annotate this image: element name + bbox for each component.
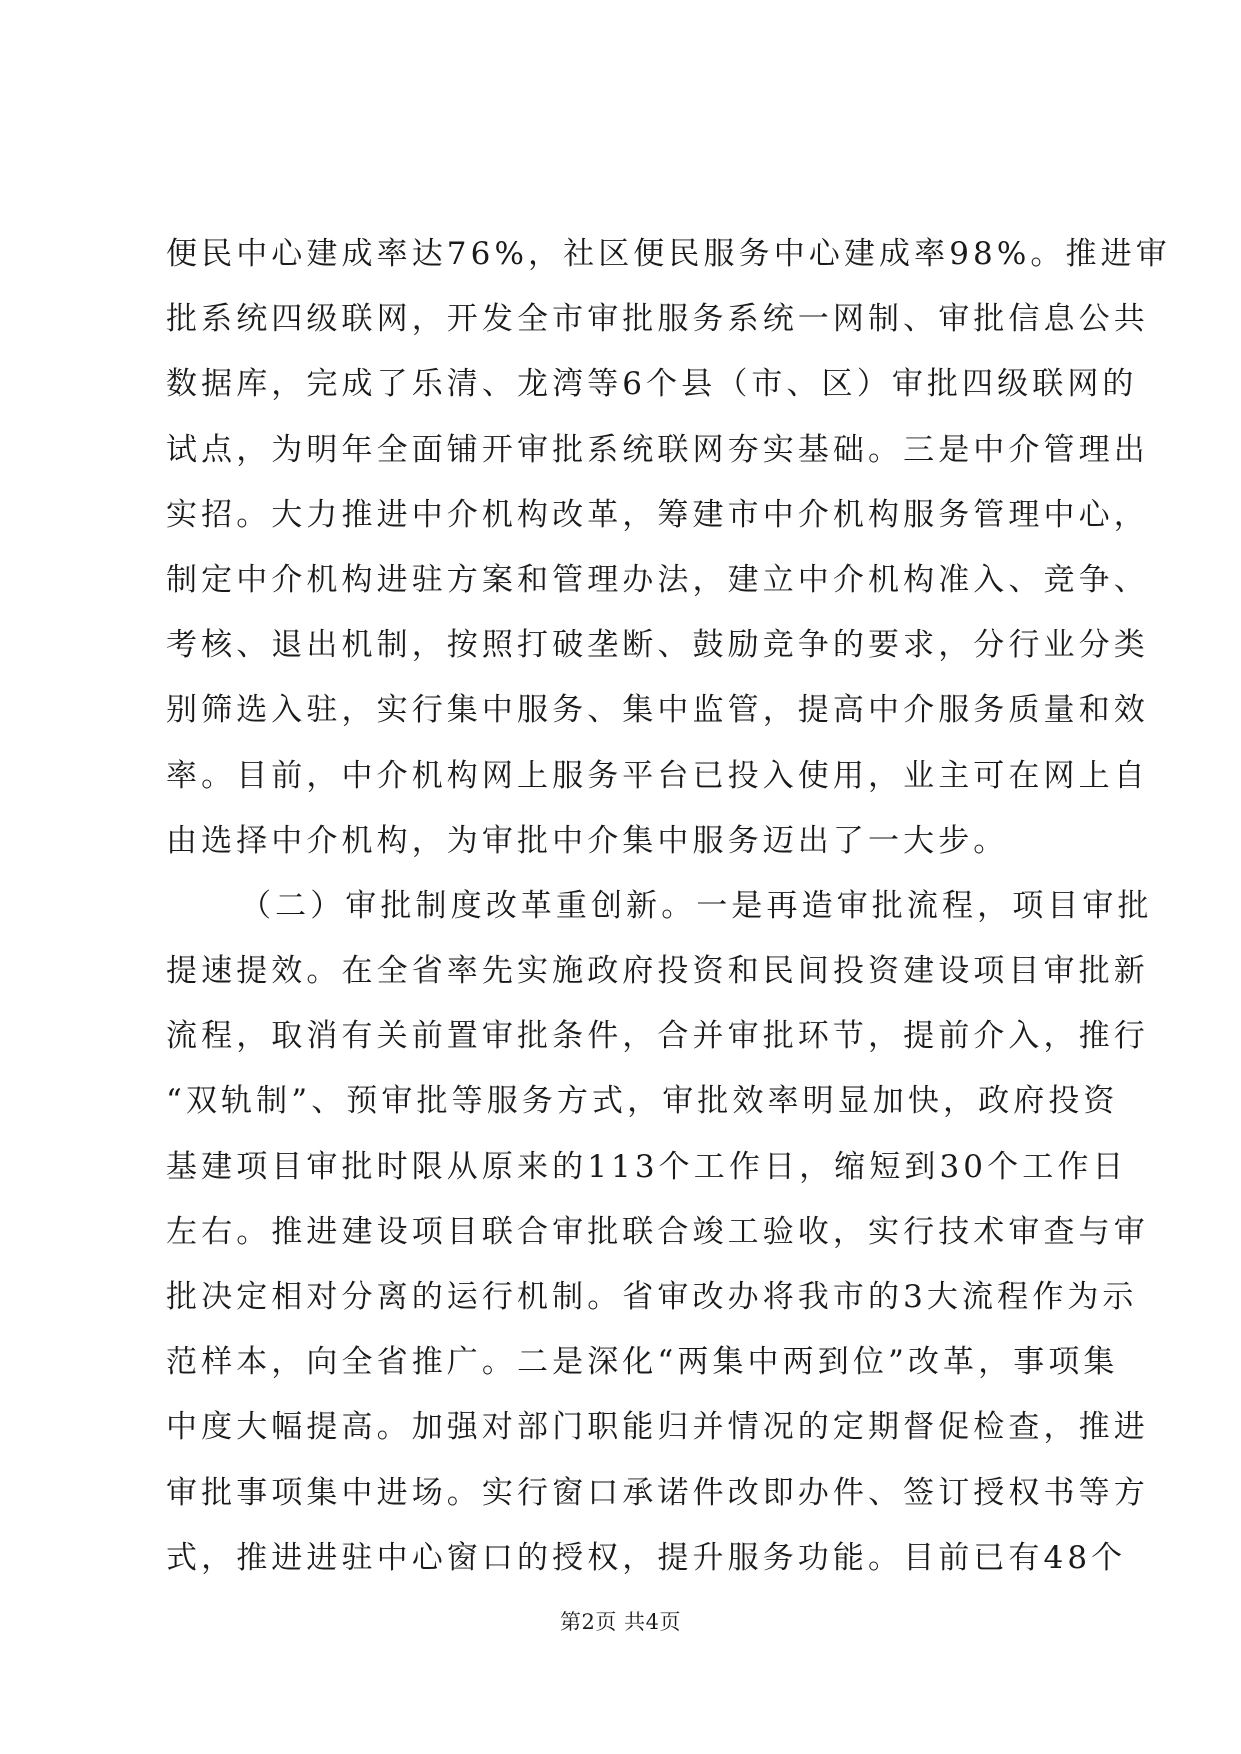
text-line: 试点，为明年全面铺开审批系统联网夯实基础。三是中介管理出 [166, 431, 1149, 468]
text-line: “双轨制”、预审批等服务方式，审批效率明显加快，政府投资 [166, 1083, 1119, 1120]
text-line: 批系统四级联网，开发全市审批服务系统一网制、审批信息公共 [166, 301, 1149, 338]
text-line: 由选择中介机构，为审批中介集中服务迈出了一大步。 [166, 822, 1009, 859]
text-line: 审批事项集中进场。实行窗口承诺件改即办件、签订授权书等方 [166, 1474, 1149, 1511]
text-line: 式，推进进驻中心窗口的授权，提升服务功能。目前已有48个 [166, 1539, 1127, 1576]
text-line: 率。目前，中介机构网上服务平台已投入使用，业主可在网上自 [166, 757, 1149, 794]
text-line: 便民中心建成率达76%，社区便民服务中心建成率98%。推进审 [166, 236, 1171, 272]
section-heading-line: （二）审批制度改革重创新。一是再造审批流程，项目审批 [240, 887, 1153, 924]
text-line: 实招。大力推进中介机构改革，筹建市中介机构服务管理中心， [166, 496, 1149, 533]
text-line: 制定中介机构进驻方案和管理办法，建立中介机构准入、竞争、 [166, 561, 1149, 598]
text-line: 数据库，完成了乐清、龙湾等6个县（市、区）审批四级联网的 [166, 366, 1138, 403]
text-line: 基建项目审批时限从原来的113个工作日，缩短到30个工作日 [166, 1148, 1128, 1185]
text-line: 左右。推进建设项目联合审批联合竣工验收，实行技术审查与审 [166, 1213, 1149, 1250]
text-line: 批决定相对分离的运行机制。省审改办将我市的3大流程作为示 [166, 1279, 1138, 1315]
text-line: 中度大幅提高。加强对部门职能归并情况的定期督促检查，推进 [166, 1409, 1149, 1446]
document-body [166, 222, 1171, 1591]
text-line: 考核、退出机制，按照打破垄断、鼓励竞争的要求，分行业分类 [166, 627, 1149, 664]
page-number-footer: 第2页 共4页 [560, 1610, 681, 1634]
text-line: 提速提效。在全省率先实施政府投资和民间投资建设项目审批新 [166, 953, 1149, 990]
text-line: 流程，取消有关前置审批条件，合并审批环节，提前介入，推行 [166, 1018, 1149, 1055]
text-line: 范样本，向全省推广。二是深化“两集中两到位”改革，事项集 [166, 1344, 1119, 1381]
text-line: 别筛选入驻，实行集中服务、集中监管，提高中介服务质量和效 [166, 692, 1149, 729]
